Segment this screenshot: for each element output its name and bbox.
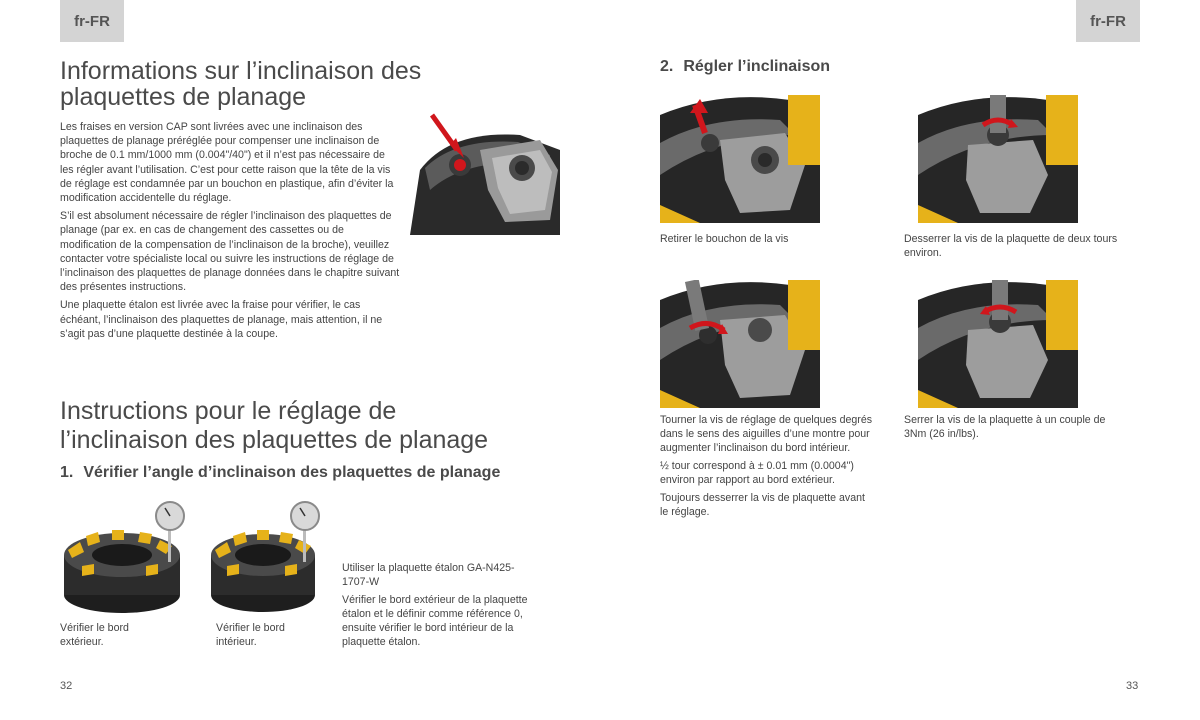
photo-tighten-screw bbox=[918, 280, 1078, 408]
caption-outer bbox=[60, 621, 170, 653]
caption-step-remove-plug bbox=[660, 232, 880, 250]
step-title: Régler l’inclinaison bbox=[683, 58, 831, 75]
language-tab-left: fr-FR bbox=[60, 0, 124, 42]
cutter-outer-edge-illustration bbox=[60, 500, 200, 618]
caption-text: Vérifier le bord extérieur. bbox=[60, 622, 129, 648]
reference-insert-text bbox=[342, 561, 537, 653]
photo-turn-adjustment-screw bbox=[660, 280, 820, 408]
caption-text: Tourner la vis de réglage de quelques degrés dans le sens des aiguilles d’une montre pour augmenter l’inclinaison du bord intérieur. bbox=[660, 414, 873, 454]
title-line: l’inclinaison des plaquettes de planage bbox=[60, 426, 489, 454]
plug-illustration bbox=[410, 110, 560, 235]
caption-text: Desserrer la vis de la plaquette de deux tours environ. bbox=[904, 233, 1118, 259]
cutter-inner-edge-illustration bbox=[205, 500, 335, 618]
section-title-inclination-info bbox=[60, 58, 480, 110]
step-number: 1. bbox=[60, 464, 74, 481]
caption-text: Serrer la vis de la plaquette à un couple de 3Nm (26 in/lbs). bbox=[904, 414, 1106, 440]
caption-step-turn-adjustment bbox=[660, 413, 875, 523]
paragraph: Les fraises en version CAP sont livrées avec une inclinaison des plaquettes de planage préréglée pour compenser une inclinaison de broche de 0.1 mm/1000 mm (0.004"/40") et il n’est pas nécessaire de les régler avant l’utilisation. C’est pour cette raison que la tête de la vis de réglage est condamnée par un bouchon en plastique, afin d’éviter la modification accidentelle du réglage. bbox=[60, 121, 394, 205]
caption-text: ½ tour correspond à ± 0.01 mm (0.0004") environ par rapport au bord extérieur. bbox=[660, 460, 854, 486]
caption-text: Vérifier le bord intérieur. bbox=[216, 622, 285, 648]
caption-text: Toujours desserrer la vis de plaquette avant le réglage. bbox=[660, 492, 865, 518]
step-title: Vérifier l’angle d’inclinaison des plaquettes de planage bbox=[83, 464, 501, 481]
page-number-left: 32 bbox=[60, 680, 73, 692]
language-tab-right: fr-FR bbox=[1076, 0, 1140, 42]
title-line: plaquettes de planage bbox=[60, 83, 307, 111]
check-instructions: Vérifier le bord extérieur de la plaquette étalon et le définir comme référence 0, ensuite vérifier le bord intérieur de la plaquette étalon. bbox=[342, 594, 528, 648]
photo-remove-plug bbox=[660, 95, 820, 223]
paragraph: Une plaquette étalon est livrée avec la fraise pour vérifier, le cas échéant, l’inclinaison des plaquettes de planage, mais attention, il ne s’agit pas d’une plaquette destinée à la coupe. bbox=[60, 299, 383, 340]
section-title-adjust-instructions bbox=[60, 397, 580, 455]
caption-inner bbox=[216, 621, 326, 653]
intro-text bbox=[60, 120, 400, 345]
title-line: Instructions pour le réglage de bbox=[60, 397, 397, 425]
caption-step-loosen-screw bbox=[904, 232, 1124, 264]
caption-step-tighten-screw bbox=[904, 413, 1129, 445]
step-2-heading bbox=[660, 58, 1060, 76]
caption-text: Retirer le bouchon de la vis bbox=[660, 233, 789, 245]
step-number: 2. bbox=[660, 58, 674, 75]
use-insert-text: Utiliser la plaquette étalon GA-N425-1707-W bbox=[342, 562, 515, 588]
step-1-heading bbox=[60, 464, 580, 482]
photo-loosen-screw bbox=[918, 95, 1078, 223]
paragraph: S’il est absolument nécessaire de régler l’inclinaison des plaquettes de planage (par ex. en cas de changement des cassettes ou de modification de la compensation de l’inclinaison de la broche), veuillez contacter votre spécialiste local ou suivre les instructions de réglage de l’inclinaison des plaquettes de planage données dans le chapitre suivant des présentes instructions. bbox=[60, 210, 400, 294]
title-line: Informations sur l’inclinaison des bbox=[60, 57, 422, 85]
page-number-right: 33 bbox=[1126, 680, 1139, 692]
